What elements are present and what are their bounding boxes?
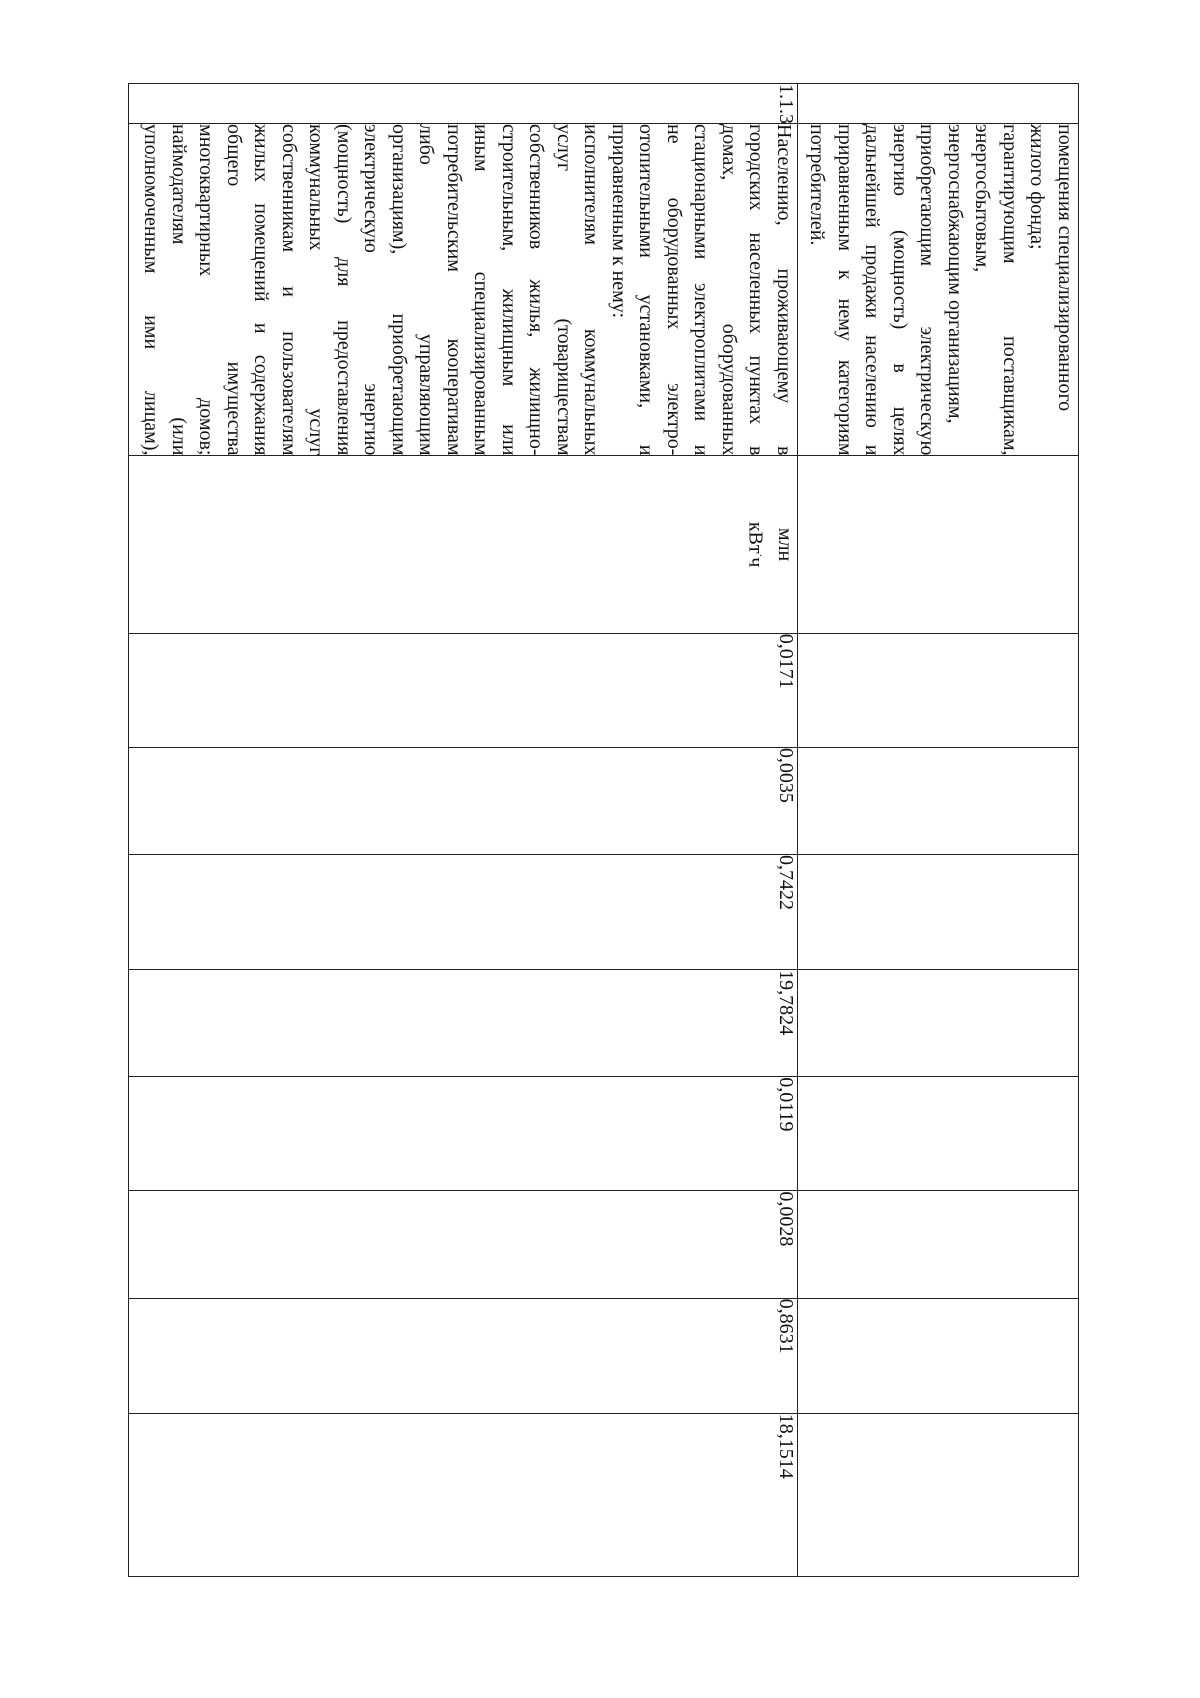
description-line: наймодателям (или [168,124,190,456]
description-line: приравненным к нему категориям [834,124,856,456]
value-cell: 0,0171 [129,633,798,747]
description-line: энергоснабжающим организациям, [944,124,966,424]
unit-cell [129,456,798,633]
description-line: строительным, жилищным или [498,124,520,456]
description-line: отопительными установками, и [635,124,658,456]
value-cell: 0,0035 [129,747,798,854]
description-cell [798,124,1079,456]
description-line: собственникам и пользователям [278,124,300,456]
description-line: приобретающим электрическую [916,124,939,456]
row-number-cell [798,84,1079,124]
description-line: потребительским кооперативам [443,124,465,456]
description-line: гарантирующим поставщикам, [999,124,1021,456]
description-line: не оборудованных электро- [663,124,685,456]
description-line: исполнителям коммунальных [580,124,603,456]
table-row [129,84,798,1577]
description-line: собственников жилья, жилищно- [525,124,548,456]
value-cell: 19,7824 [129,970,798,1077]
description-line: городских населенных пунктах в [745,124,768,456]
unit-kw: кВт [744,521,767,554]
unit-hour: ч [744,557,767,568]
description-line: энергосбытовым, [971,124,994,273]
unit-multiply-dot: · [754,553,766,558]
unit-line [742,456,772,632]
value-cell: 0,7422 [129,855,798,970]
description-line: организациям), приобретающим [388,124,410,456]
row-number-cell: 1.1.3 [129,84,798,124]
tariff-table [128,83,1079,1577]
description-line: общего имущества [223,124,245,456]
value-cell [798,633,1079,747]
value-cell: 0,0119 [129,1077,798,1191]
unit-line: млн [774,527,796,562]
description-line: услуг (товариществам [553,124,575,456]
table-row [798,84,1079,1577]
description-line: либо управляющим [415,124,438,456]
value-cell [798,855,1079,970]
description-line: (мощность) для предоставления [333,124,355,456]
description-line: помещения специализированного [1054,124,1076,412]
value-cell: 18,1514 [129,1413,798,1576]
value-cell [798,1298,1079,1413]
description-line: электрическую энергию [360,124,383,456]
description-line: потребителей. [806,124,829,246]
description-line: домах, оборудованных [718,124,740,456]
description-line: жилых помещений и содержания [250,124,273,456]
rotated-table-page [129,83,1079,1577]
description-line: иным специализированным [470,124,493,456]
value-cell: 0,8631 [129,1298,798,1413]
description-line: жилого фонда; [1026,124,1049,250]
description-cell [129,124,798,456]
description-line: коммунальных услуг [305,124,328,456]
description-line: Населению, проживающему в [773,124,795,456]
description-line: энергию (мощность) в целях [889,124,911,456]
value-cell: 0,0028 [129,1191,798,1298]
value-cell [798,747,1079,854]
description-line: стационарными электроплитами и [690,124,713,456]
unit-cell [798,456,1079,633]
value-cell [798,1191,1079,1298]
value-cell [798,1077,1079,1191]
description-line: многоквартирных домов; [195,124,218,456]
description-line: приравненным к нему: [608,124,630,319]
value-cell [798,1413,1079,1576]
description-line: дальнейшей продажи населению и [861,124,884,456]
description-line: уполномоченным ими лицам), [140,124,163,456]
value-cell [798,970,1079,1077]
